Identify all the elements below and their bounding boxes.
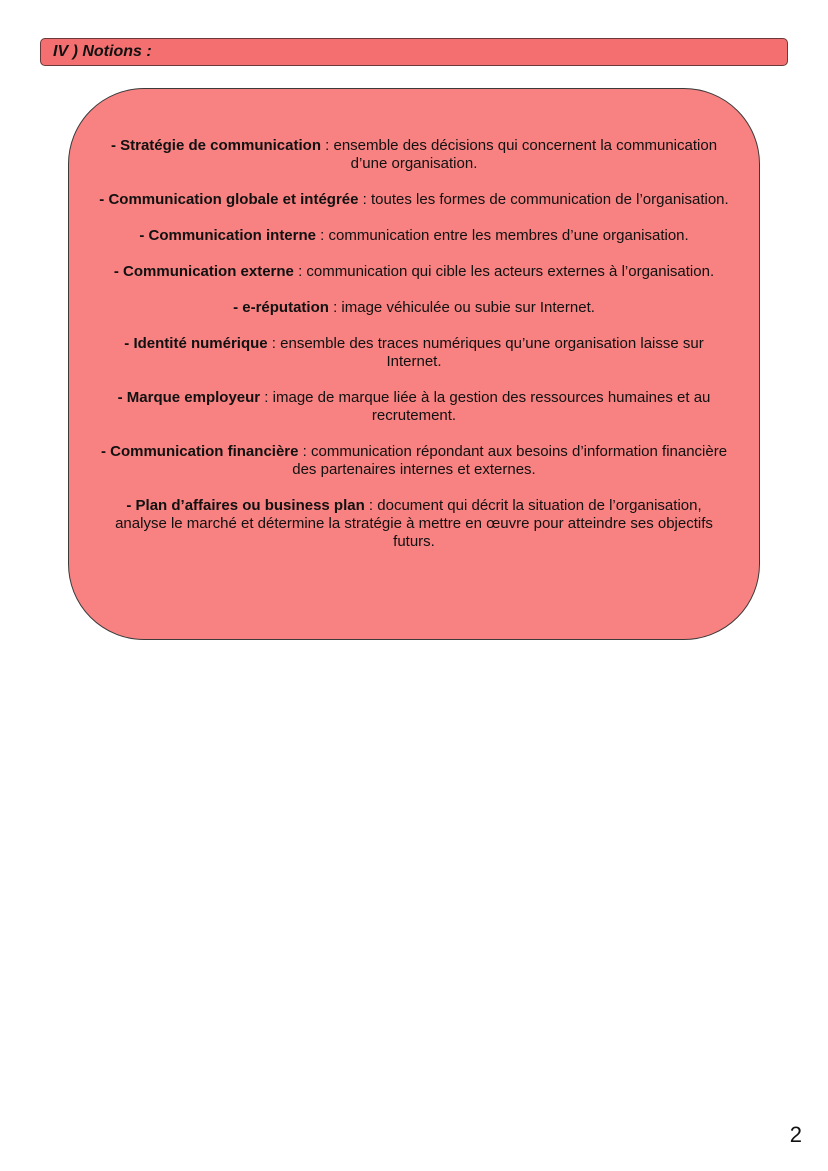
list-dash: - bbox=[126, 497, 136, 514]
notion-item bbox=[99, 137, 729, 173]
notion-definition: : document qui décrit la situation de l’organisation, analyse le marché et détermine la stratégie à mettre en œuvre pour atteindre ses objectifs futurs. bbox=[115, 497, 713, 550]
notion-term: Communication interne bbox=[148, 227, 316, 244]
list-dash: - bbox=[99, 191, 109, 208]
notion-term: Communication externe bbox=[123, 263, 294, 280]
list-dash: - bbox=[139, 227, 149, 244]
notion-definition: : communication qui cible les acteurs externes à l’organisation. bbox=[293, 263, 715, 280]
notion-definition: : communication entre les membres d’une organisation. bbox=[316, 227, 689, 244]
notion-definition: : image véhiculée ou subie sur Internet. bbox=[328, 299, 595, 316]
notion-definition: : ensemble des décisions qui concernent la communication d’une organisation. bbox=[320, 137, 718, 172]
notion-term: e-réputation bbox=[242, 299, 329, 316]
section-header bbox=[40, 38, 788, 66]
notion-item bbox=[99, 299, 729, 317]
notion-item bbox=[99, 443, 729, 479]
notion-term: Communication financière bbox=[110, 443, 299, 460]
notion-item bbox=[99, 227, 729, 245]
notion-definition: : ensemble des traces numériques qu’une organisation laisse sur Internet. bbox=[267, 335, 704, 370]
notion-item bbox=[99, 191, 729, 209]
notion-term: Stratégie de communication bbox=[120, 137, 321, 154]
notion-term: Communication globale et intégrée bbox=[108, 191, 359, 208]
notion-item bbox=[99, 497, 729, 551]
page-number: 2 bbox=[789, 1122, 802, 1147]
notion-term: Identité numérique bbox=[133, 335, 268, 352]
notion-definition: : toutes les formes de communication de l’organisation. bbox=[358, 191, 729, 208]
list-dash: - bbox=[110, 137, 121, 154]
notion-item bbox=[99, 389, 729, 425]
notion-definition: : communication répondant aux besoins d’information financière des partenaires internes et externes. bbox=[292, 443, 728, 478]
notion-definition: : image de marque liée à la gestion des ressources humaines et au recrutement. bbox=[260, 389, 711, 424]
notions-box bbox=[68, 88, 760, 640]
list-dash: - bbox=[117, 389, 127, 406]
notions-list bbox=[99, 137, 729, 569]
list-dash: - bbox=[100, 443, 111, 460]
notion-term: Marque employeur bbox=[126, 389, 261, 406]
section-title: IV ) Notions : bbox=[53, 43, 152, 60]
notion-item bbox=[99, 263, 729, 281]
notion-item bbox=[99, 335, 729, 371]
list-dash: - bbox=[113, 263, 124, 280]
list-dash: - bbox=[124, 335, 134, 352]
list-dash: - bbox=[233, 299, 243, 316]
notion-term: Plan d’affaires ou business plan bbox=[135, 497, 365, 514]
